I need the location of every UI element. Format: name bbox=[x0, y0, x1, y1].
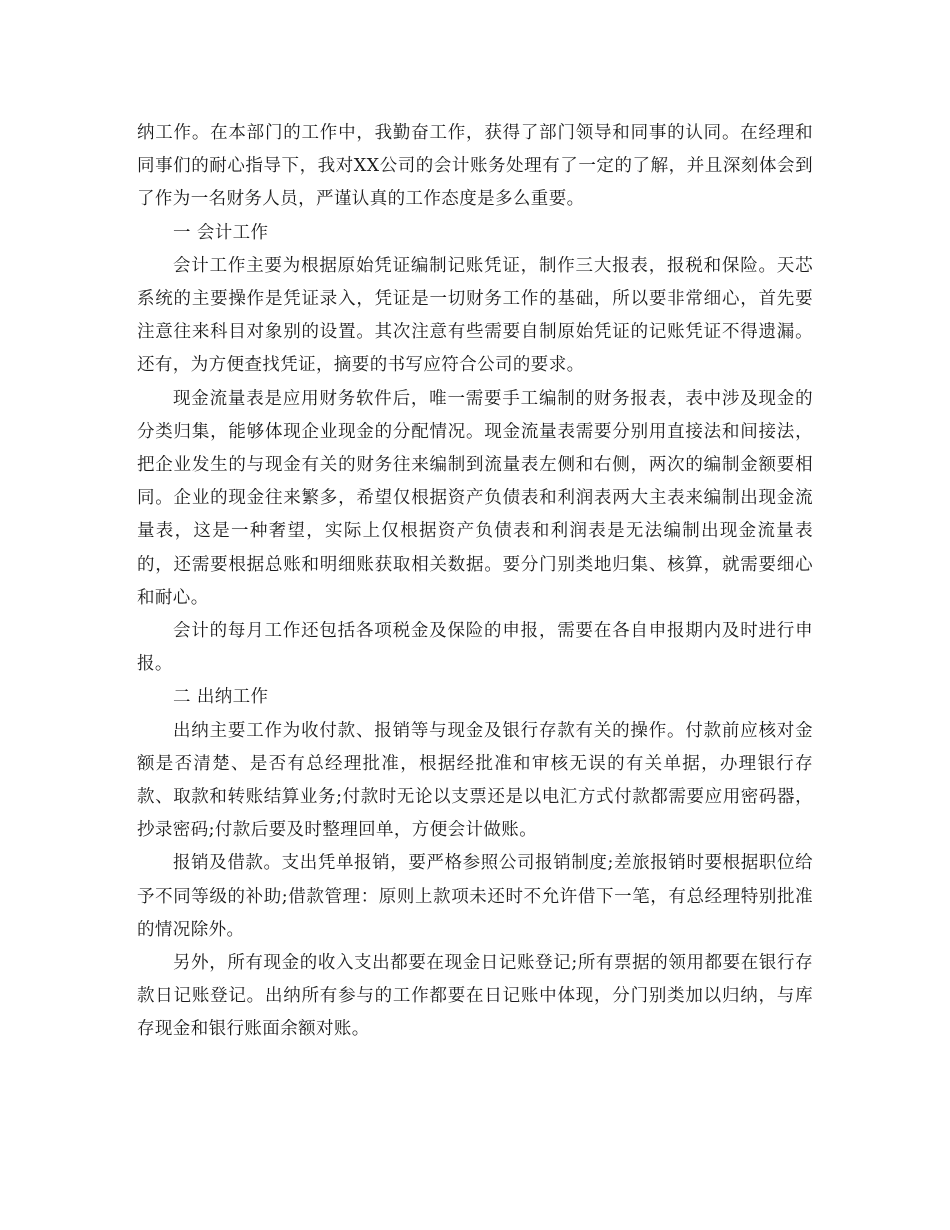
document-page bbox=[137, 117, 813, 1047]
paragraph-tax-filing: 会计的每月工作还包括各项税金及保险的申报，需要在各自申报期内及时进行申报。 bbox=[137, 621, 813, 675]
paragraph-cashier-duties: 出纳主要工作为收付款、报销等与现金及银行存款有关的操作。付款前应核对金额是否清楚、是否有总经理批准，根据经批准和审核无误的有关单据，办理银行存款、取款和转账结算业务;付款时无论以支票还是以电汇方式付款都需要应用密码器，抄录密码;付款后要及时整理回单，方便会计做账。 bbox=[137, 720, 813, 841]
paragraph-accounting-duties: 会计工作主要为根据原始凭证编制记账凭证，制作三大报表，报税和保险。天芯系统的主要操作是凭证录入，凭证是一切财务工作的基础，所以要非常细心，首先要注意往来科目对象别的设置。其次注意有些需要自制原始凭证的记账凭证不得遗漏。还有，为方便查找凭证，摘要的书写应符合公司的要求。 bbox=[137, 255, 813, 376]
paragraph-reimbursement-loans: 报销及借款。支出凭单报销，要严格参照公司报销制度;差旅报销时要根据职位给予不同等级的补助;借款管理：原则上款项未还时不允许借下一笔，有总经理特别批准的情况除外。 bbox=[137, 853, 813, 940]
section-heading-cashier: 二 出纳工作 bbox=[173, 687, 269, 708]
section-heading-accounting: 一 会计工作 bbox=[173, 222, 269, 243]
paragraph-journal-reconciliation: 另外，所有现金的收入支出都要在现金日记账登记;所有票据的领用都要在银行存款日记账登记。出纳所有参与的工作都要在日记账中体现，分门别类加以归纳，与库存现金和银行账面余额对账。 bbox=[137, 953, 813, 1040]
paragraph-cash-flow-statement: 现金流量表是应用财务软件后，唯一需要手工编制的财务报表，表中涉及现金的分类归集，能够体现企业现金的分配情况。现金流量表需要分别用直接法和间接法，把企业发生的与现金有关的财务往来编制到流量表左侧和右侧，两次的编制金额要相同。企业的现金往来繁多，希望仅根据资产负债表和利润表两大主表来编制出现金流量表，这是一种奢望，实际上仅根据资产负债表和利润表是无法编制出现金流量表的，还需要根据总账和明细账获取相关数据。要分门别类地归集、核算，就需要细心和耐心。 bbox=[137, 388, 813, 608]
paragraph-intro-continued: 纳工作。在本部门的工作中，我勤奋工作，获得了部门领导和同事的认同。在经理和同事们的耐心指导下，我对XX公司的会计账务处理有了一定的了解，并且深刻体会到了作为一名财务人员，严谨认真的工作态度是多么重要。 bbox=[137, 123, 813, 210]
